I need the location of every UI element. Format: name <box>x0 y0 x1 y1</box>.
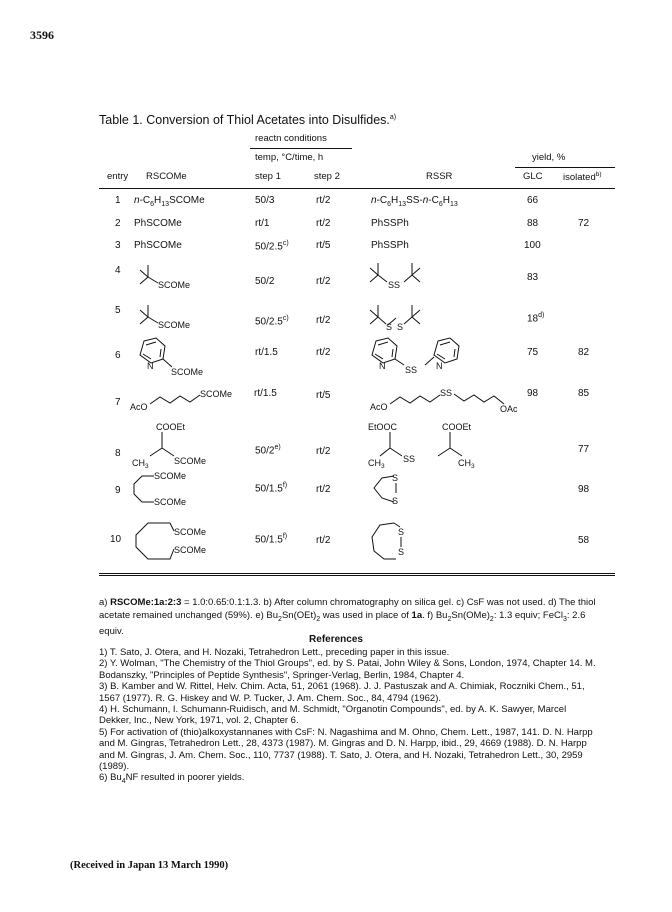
row2-glc: 88 <box>527 218 539 229</box>
svg-text:CH3 <box>458 458 475 470</box>
row8-ch2-sub: 3 <box>471 463 475 470</box>
references-heading: References <box>309 634 363 645</box>
header-glc: GLC <box>523 171 543 182</box>
table-title-text: Table 1. Conversion of Thiol Acetates into Disulfides. <box>99 113 390 127</box>
row10-s2-label: S <box>398 547 405 557</box>
row8-rscome-ethoxycarbonyl-thioacetate <box>130 420 250 470</box>
row1-step2: rt/2 <box>316 195 331 206</box>
footnote-f-sub2: 2 <box>489 615 494 623</box>
table-title <box>99 113 396 127</box>
footnote-e-end: . <box>422 609 425 621</box>
row6-rscome-pyridyl-thioacetate <box>132 335 227 380</box>
row8-isolated: 77 <box>578 444 590 455</box>
footnote-f-pre: f) Bu <box>427 609 448 621</box>
row6-entry: 6 <box>115 350 121 361</box>
row1-entry: 1 <box>115 195 121 206</box>
row2-step1: rt/1 <box>255 218 270 229</box>
row5-entry: 5 <box>115 305 121 316</box>
footnote-f-post: : 1.3 equiv; FeCl <box>493 609 563 621</box>
row10-step2: rt/2 <box>316 535 331 546</box>
row6-n-label: N <box>147 361 154 371</box>
row8-step2: rt/2 <box>316 446 331 457</box>
row7-ss-label: SS <box>440 388 453 398</box>
header-isolated-footnote: b) <box>595 171 602 178</box>
row4-step1: 50/2 <box>255 276 275 287</box>
row7-aco-label: AcO <box>130 402 148 412</box>
row10-s1-label: S <box>398 527 405 537</box>
row3-entry: 3 <box>115 240 121 251</box>
row8-ch-label: CH <box>132 458 145 468</box>
footnote-a-label: a) <box>99 597 108 608</box>
row5-s1-label: S <box>386 322 393 332</box>
row8-scome-label: SCOMe <box>174 456 207 466</box>
row7-glc: 98 <box>527 388 539 399</box>
row4-ss-label: SS <box>388 280 401 290</box>
row9-scome1-label: SCOMe <box>154 471 187 481</box>
header-rule-conditions <box>250 148 352 149</box>
row5-rscome-tbutyl-thioacetate <box>134 300 224 335</box>
row10-step1-value: 50/1.5 <box>255 534 283 546</box>
footnote-e <box>255 610 424 621</box>
row8-ch1-sub: 3 <box>381 463 385 470</box>
row9-isolated: 98 <box>578 484 590 495</box>
row8-cooet2-label: COOEt <box>442 422 472 432</box>
row2-step2: rt/2 <box>316 218 331 229</box>
table-footnotes <box>99 597 599 638</box>
row9-s1-label: S <box>392 473 399 483</box>
row2-entry: 2 <box>115 218 121 229</box>
reference-6 <box>99 772 599 787</box>
row9-rscome-bis-thioacetate <box>130 470 230 510</box>
row5-step2: rt/2 <box>316 315 331 326</box>
row2-isolated: 72 <box>578 218 590 229</box>
header-isolated-text: isolated <box>563 172 596 184</box>
references-list <box>99 647 599 788</box>
row6-step2: rt/2 <box>316 347 331 358</box>
row4-rssr-di-tbutyl-disulfide <box>366 258 456 293</box>
row7-aco2-label: AcO <box>370 402 388 412</box>
row8-entry: 8 <box>115 448 121 459</box>
row3-step1-value: 50/2.5 <box>255 241 283 253</box>
row3-step1-footnote: c) <box>282 240 289 247</box>
row9-scome2-label: SCOMe <box>154 497 187 507</box>
row8-ss-label: SS <box>403 454 416 464</box>
row5-glc <box>527 312 544 324</box>
row1-glc: 66 <box>527 195 539 206</box>
footnote-b: b) After column chromatography on silica gel. <box>263 597 454 608</box>
footnote-e-mid: Sn(OEt) <box>281 609 317 621</box>
table-title-footnote: a) <box>389 113 397 121</box>
row3-rssr: PhSSPh <box>371 240 409 251</box>
row7-rssr-bis-acetoxypropyl-disulfide <box>370 380 520 415</box>
row4-glc: 83 <box>527 272 539 283</box>
table-bottom-rule-2 <box>99 575 615 576</box>
reference-1: 1) T. Sato, J. Otera, and H. Nozaki, Tetrahedron Lett., preceding paper in this issue. <box>99 647 450 658</box>
row5-scome-label: SCOMe <box>158 320 191 330</box>
row8-ch2-label: CH <box>458 458 471 468</box>
row6-isolated: 82 <box>578 347 590 358</box>
row1-rscome: $n-C_6H_{13}SCOMe$ <box>134 195 205 208</box>
row9-rssr-cyclic-disulfide <box>370 468 410 510</box>
header-step2: step 2 <box>314 171 340 182</box>
row10-scome1-label: SCOMe <box>174 527 207 537</box>
row10-rssr-cyclic-disulfide <box>368 515 418 565</box>
header-yield: yield, % <box>532 152 566 163</box>
row9-step2: rt/2 <box>316 484 331 495</box>
row5-glc-footnote: d) <box>538 312 545 319</box>
row7-scome-label: SCOMe <box>200 389 233 399</box>
reference-5: 5) For activation of (thio)alkoxystannanes with CsF: N. Nagashima and M. Ohno, Chem. Lett., 1987, 141. D. N. Harpp and M. Gingras, Tetrahedron Lett., 28, 4373 (1987). M. Gingras and D. N. Harpp, ibid., 29, 4669 (1988). D. N. Harpp and M. Gingras, J. Am. Chem. Soc., 110, 7737 (1988). T. Sato, J. Otera, and H. Nozaki, Tetrahedron Lett., 30, 2959 (1989). <box>99 726 593 773</box>
row8-step1-footnote: e) <box>274 444 281 451</box>
reference-6-sub: 4 <box>121 778 126 786</box>
row8-step1 <box>255 444 281 456</box>
row6-step1: rt/1.5 <box>255 347 278 358</box>
footnote-e-sub1: 2 <box>278 615 282 623</box>
footnote-c: c) CsF was not used. <box>456 597 546 608</box>
footnote-f-sub1: 2 <box>447 615 452 623</box>
row3-step1 <box>255 240 289 252</box>
row10-step1 <box>255 533 287 545</box>
row10-isolated: 58 <box>578 535 590 546</box>
row1-rssr: $n-C_6H_{13}SS-n-C_6H_{13}$ <box>371 195 458 208</box>
reference-4: 4) H. Schumann, I. Schumann-Ruidisch, and M. Schmidt, "Organotin Compounds", ed. by A. K. Sawyer, Marcel Dekker, Inc., New York, 1971, vol. 2, Chapter 6. <box>99 704 567 727</box>
row8-rssr-diester-disulfide <box>368 418 508 470</box>
row9-entry: 9 <box>115 485 121 496</box>
row3-rscome: PhSCOMe <box>134 240 182 251</box>
row4-step2: rt/2 <box>316 276 331 287</box>
reference-6-post: NF resulted in poorer yields. <box>125 772 245 784</box>
header-bottom-rule <box>99 188 615 189</box>
row10-step1-footnote: f) <box>282 533 288 540</box>
row8-ch-sub: 3 <box>145 463 149 470</box>
row7-oac-label: OAc <box>500 404 518 414</box>
row6-glc: 75 <box>527 347 539 358</box>
header-reactn-conditions: reactn conditions <box>255 133 327 144</box>
svg-text:CH3 <box>132 458 149 470</box>
row6-rssr-dipyridyl-disulfide <box>368 335 478 380</box>
row6-scome-label: SCOMe <box>171 367 204 377</box>
row4-rscome-tbutyl-thioacetate <box>134 260 224 295</box>
footnote-a-ratio: RSCOMe:1a:2:3 <box>110 597 182 608</box>
footnote-d: d) The thiol acetate remained unchanged (59%). <box>99 597 596 621</box>
row7-rscome-acetoxypropyl-thioacetate <box>130 380 255 415</box>
header-temp-time: temp, °C/time, h <box>255 152 324 163</box>
received-date: (Received in Japan 13 March 1990) <box>70 860 229 871</box>
reference-2: 2) Y. Wolman, "The Chemistry of the Thiol Groups", ed. by S. Patai, John Wiley & Sons, London, 1974, Chapter 14. M. Bodanszky, "Principles of Peptide Synthesis", Springer-Verlag, Berlin, 1984, Chapter 4. <box>99 658 596 681</box>
reference-6-pre: 6) Bu <box>99 772 122 784</box>
row7-step2: rt/5 <box>316 390 331 401</box>
row6-n1-label: N <box>379 361 386 371</box>
row6-n2-label: N <box>436 361 443 371</box>
row10-rscome-bis-thioacetate-macrocycle <box>130 515 240 565</box>
row10-scome2-label: SCOMe <box>174 545 207 555</box>
row7-step1: rt/1.5 <box>254 388 277 399</box>
row3-glc: 100 <box>524 240 541 251</box>
row9-step1-value: 50/1.5 <box>255 483 283 495</box>
row7-isolated: 85 <box>578 388 590 399</box>
footnote-f-end: : 2.6 equiv. <box>99 609 586 637</box>
row5-step1-value: 50/2.5 <box>255 316 283 328</box>
row2-rssr: PhSSPh <box>371 218 409 229</box>
row6-ss-label: SS <box>405 365 418 375</box>
row5-rssr-di-tbutyl-disulfide <box>366 300 456 335</box>
header-isolated <box>563 171 602 183</box>
row9-step1-footnote: f) <box>282 482 288 489</box>
header-step1: step 1 <box>255 171 281 182</box>
footnote-e-pre: e) Bu <box>255 609 279 621</box>
row9-step1 <box>255 482 287 494</box>
row7-entry: 7 <box>115 397 121 408</box>
page-number: 3596 <box>30 28 54 42</box>
footnote-a-text: = 1.0:0.65:0.1:1.3. <box>181 597 261 608</box>
row5-glc-value: 18 <box>527 313 539 325</box>
header-entry: entry <box>107 171 129 182</box>
header-rssr: RSSR <box>426 171 453 182</box>
footnote-e-bold: 1a <box>411 609 423 621</box>
row5-step1-footnote: c) <box>282 315 289 322</box>
row3-step2: rt/5 <box>316 240 331 251</box>
row4-scome-label: SCOMe <box>158 280 191 290</box>
row8-ch1-label: CH <box>368 458 381 468</box>
row9-s2-label: S <box>392 496 399 506</box>
row8-step1-value: 50/2 <box>255 445 275 457</box>
footnote-e-post: was used in place of <box>320 609 412 621</box>
row5-step1 <box>255 315 289 327</box>
row8-cooet-label: COOEt <box>156 422 186 432</box>
row2-rscome: PhSCOMe <box>134 218 182 229</box>
footnote-f-sub3: 3 <box>562 615 567 623</box>
row4-entry: 4 <box>115 265 121 276</box>
table-bottom-rule-1 <box>99 573 615 574</box>
reference-3: 3) B. Kamber and W. Rittel, Helv. Chim. Acta, 51, 2061 (1968). J. J. Pastuszak and A. Chimiak, Roczniki Chem., 51, 1567 (1977). R. G. Hiskey and W. P. Tucker, J. Am. Chem. Soc., 84, 4794 (1962). <box>99 681 585 704</box>
row10-entry: 10 <box>110 534 122 545</box>
row5-s2-label: S <box>397 322 404 332</box>
row8-etooc-label: EtOOC <box>368 422 398 432</box>
row1-step1: 50/3 <box>255 195 275 206</box>
footnote-f-mid: Sn(OMe) <box>451 609 490 621</box>
header-rscome: RSCOMe <box>146 171 187 182</box>
footnote-e-sub2: 2 <box>316 615 321 623</box>
